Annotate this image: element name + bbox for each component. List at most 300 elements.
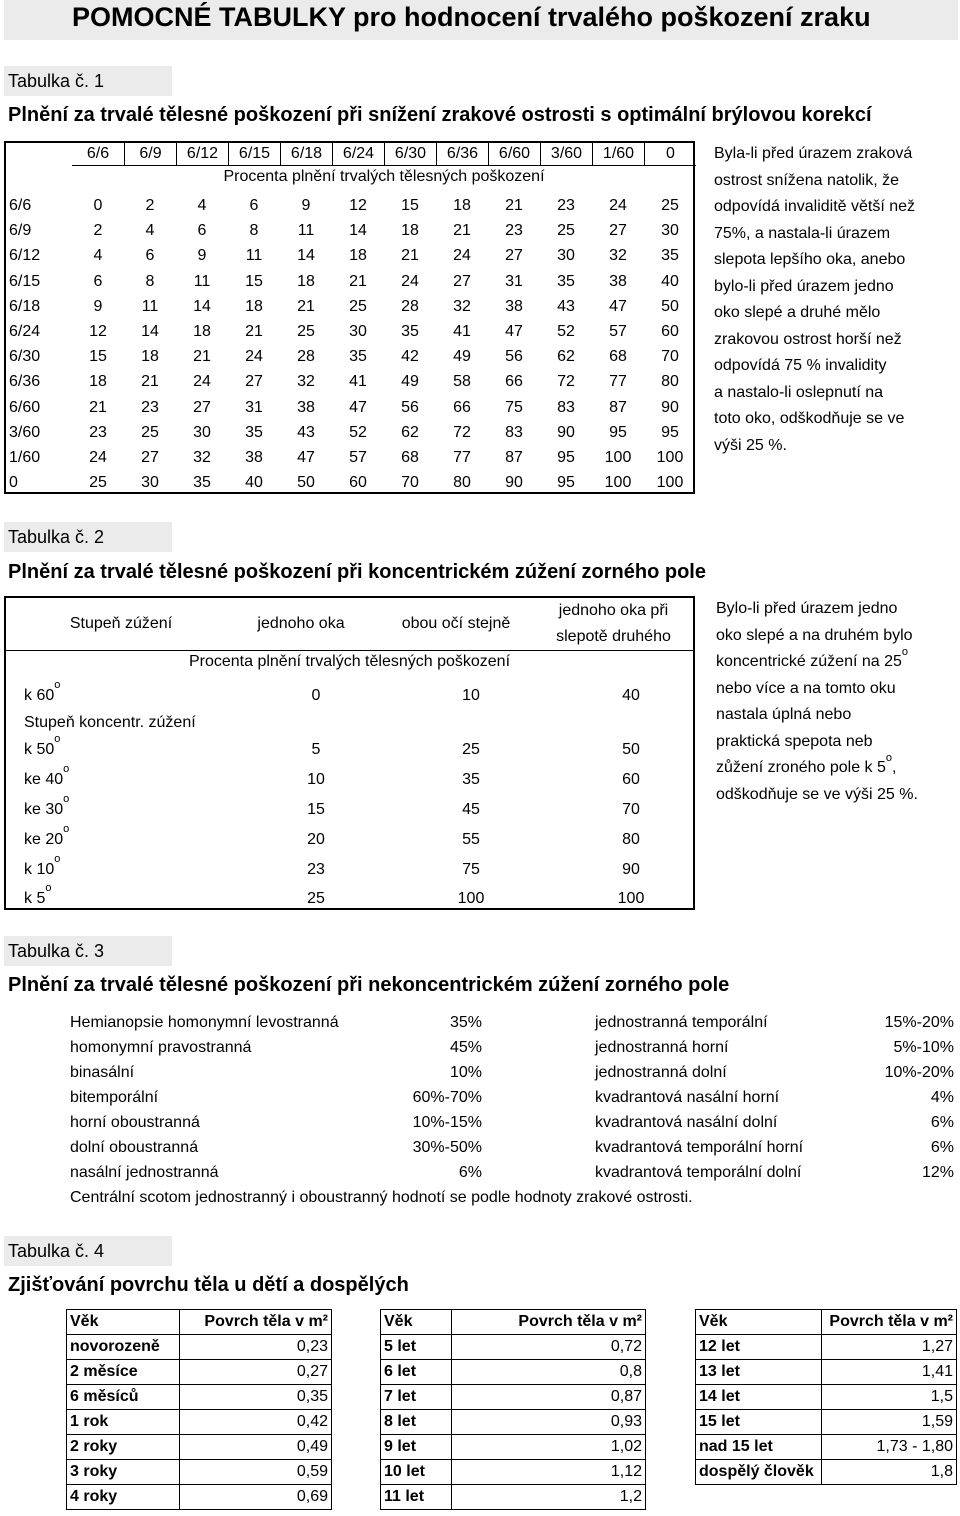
table-row xyxy=(6,793,693,823)
table1-cell: 90 xyxy=(557,423,575,441)
table1-cell: 95 xyxy=(609,423,627,441)
table1-column-header: 6/36 xyxy=(436,143,488,165)
table1-cell: 24 xyxy=(453,247,471,265)
table1-cell: 6 xyxy=(93,272,103,290)
table1-cell: 25 xyxy=(89,474,107,492)
table2-cell: 35 xyxy=(462,771,480,788)
table4-surface: 0,72 xyxy=(452,1335,646,1360)
table-row xyxy=(381,1360,646,1385)
table1-cell: 77 xyxy=(453,449,471,466)
table3-right-value: 5%-10% xyxy=(893,1039,954,1056)
table4-surface: 0,42 xyxy=(179,1410,331,1435)
table-row xyxy=(67,1485,332,1510)
table1-cell: 14 xyxy=(297,247,315,265)
table1-cell: 32 xyxy=(609,247,627,265)
table-row xyxy=(696,1335,957,1360)
table4-surface: 0,69 xyxy=(179,1485,331,1510)
table1-cell: 77 xyxy=(609,373,627,391)
table1-cell: 95 xyxy=(557,474,575,492)
table1-cell: 11 xyxy=(297,222,315,240)
page-title: POMOCNÉ TABULKY pro hodnocení trvalého poškození zraku xyxy=(72,2,871,32)
table3-right-name: kvadrantová nasální horní xyxy=(595,1089,780,1106)
table1-cell: 25 xyxy=(557,222,575,240)
table1-cell: 21 xyxy=(297,297,315,315)
table4-group xyxy=(66,1309,332,1510)
table1-subheader: Procenta plnění trvalých tělesných poškození xyxy=(72,165,696,187)
table2-header-stupen: Stupeň zúžení xyxy=(69,615,173,632)
table4-age: 8 let xyxy=(381,1410,452,1435)
table-row xyxy=(381,1410,646,1435)
table1-column-header: 6/15 xyxy=(228,143,280,165)
table4-surface: 0,49 xyxy=(179,1435,331,1460)
table1-cell: 21 xyxy=(193,348,211,366)
table1-heading: Plnění za trvalé tělesné poškození při snížení zrakové ostrosti s optimální brýlovou korekcí xyxy=(8,104,872,126)
table1-cell: 25 xyxy=(661,197,679,214)
table1-cell: 35 xyxy=(193,474,211,492)
table3 xyxy=(0,1010,960,1215)
table-row xyxy=(6,853,693,883)
table1-cell: 15 xyxy=(245,272,263,290)
degree-mark: o xyxy=(54,679,61,691)
table2-header-obou-oci: obou očí stejně xyxy=(401,615,511,632)
table1-cell: 47 xyxy=(297,449,315,466)
table1-column-header: 1/60 xyxy=(592,143,644,165)
table1-row-label: 6/6 xyxy=(9,197,32,214)
table1-cell: 24 xyxy=(193,373,211,391)
table1-cell: 14 xyxy=(349,222,367,240)
table1-column-header: 6/6 xyxy=(86,145,110,162)
table3-right-name: kvadrantová nasální dolní xyxy=(595,1114,778,1131)
table2-cell: 70 xyxy=(622,801,640,818)
table1-cell: 60 xyxy=(661,323,679,340)
table4-surface: 0,8 xyxy=(452,1360,646,1385)
table1-row-label: 6/9 xyxy=(9,222,32,240)
table3-right-name: kvadrantová temporální dolní xyxy=(595,1164,802,1181)
table1-cell: 43 xyxy=(297,423,315,441)
table1-cell: 2 xyxy=(93,222,103,240)
table-row xyxy=(6,294,696,319)
table1-cell: 30 xyxy=(141,474,159,492)
table1-cell: 32 xyxy=(193,449,211,466)
table1-row-label: 6/36 xyxy=(9,373,41,391)
table-row xyxy=(6,733,693,763)
table1-cell: 100 xyxy=(604,474,632,492)
table1-cell: 68 xyxy=(401,449,419,466)
table2-row-label: k 60$^o$ xyxy=(24,679,61,704)
table3-right-name: jednostranná temporální xyxy=(595,1014,768,1031)
table1-cell: 50 xyxy=(297,474,315,492)
table1-cell: 24 xyxy=(401,272,419,290)
table1-cell: 72 xyxy=(453,423,471,441)
table4-age: dospělý člověk xyxy=(696,1460,822,1485)
table1-cell: 70 xyxy=(401,474,419,492)
table1-cell: 23 xyxy=(557,197,575,214)
table1-cell: 23 xyxy=(141,398,159,416)
table1-cell: 42 xyxy=(401,348,419,366)
table1-cell: 27 xyxy=(141,449,159,466)
table1-cell: 68 xyxy=(609,348,627,366)
table1-column-header: 6/12 xyxy=(176,143,228,165)
degree-mark: o xyxy=(63,823,70,835)
table-row xyxy=(381,1385,646,1410)
table4-surface: 0,23 xyxy=(179,1335,331,1360)
table1-cell: 21 xyxy=(141,373,159,391)
table2-cell: 25 xyxy=(307,890,325,907)
table1-cell: 35 xyxy=(245,423,263,441)
table4-col-age: Věk xyxy=(696,1310,822,1335)
table2-header-slepote: jednoho oka při slepotě druhého xyxy=(556,602,671,645)
table4-age: 3 roky xyxy=(67,1460,180,1485)
table2-note-line: koncentrické zúžení na 25$^o$ xyxy=(716,646,909,670)
table2-row-label: k 5$^o$ xyxy=(24,882,52,907)
table2-row-label: k 10$^o$ xyxy=(24,853,61,878)
table1-cell: 21 xyxy=(245,323,263,340)
table2-note xyxy=(716,596,960,808)
table2-cell: 5 xyxy=(311,741,321,758)
table1-cell: 6 xyxy=(197,222,207,240)
table3-left-value: 10% xyxy=(449,1064,482,1081)
table2-cell: 15 xyxy=(307,801,325,818)
table1-cell: 0 xyxy=(93,197,103,214)
table1-row-label: 6/18 xyxy=(9,297,41,315)
table-row xyxy=(67,1385,332,1410)
table4-age: 14 let xyxy=(696,1385,822,1410)
table4-heading: Zjišťování povrchu těla u dětí a dospělých xyxy=(8,1274,409,1296)
table1-cell: 87 xyxy=(505,449,523,466)
table1-cell: 23 xyxy=(89,423,107,441)
table3-right-value: 4% xyxy=(930,1089,954,1106)
table2-note-line: odškodňuje se ve výši 25 %. xyxy=(716,785,918,803)
table3-heading: Plnění za trvalé tělesné poškození při nekoncentrickém zúžení zorného pole xyxy=(8,974,730,996)
table4-group xyxy=(380,1309,646,1510)
degree-mark: o xyxy=(54,733,61,745)
table4-surface: 1,8 xyxy=(821,1460,956,1485)
table1-cell: 56 xyxy=(401,398,419,416)
table-row xyxy=(6,369,696,394)
table-row xyxy=(6,243,696,268)
table2-cell: 23 xyxy=(307,861,325,878)
table1-cell: 72 xyxy=(557,373,575,391)
table4-header-row xyxy=(381,1310,646,1335)
table4-surface: 1,73 - 1,80 xyxy=(821,1435,956,1460)
table3-left-name: Hemianopsie homonymní levostranná xyxy=(70,1014,339,1031)
table2-row-label: Stupeň koncentr. zúžení xyxy=(24,714,196,731)
table3-right-name: jednostranná horní xyxy=(595,1039,729,1056)
table-row xyxy=(6,344,696,369)
table1-row-label: 0 xyxy=(9,474,18,492)
table3-left-name: nasální jednostranná xyxy=(70,1164,219,1181)
table1-cell: 43 xyxy=(557,297,575,315)
table3-left-value: 30%-50% xyxy=(412,1139,482,1156)
table3-left-value: 10%-15% xyxy=(412,1114,482,1131)
table1-cell: 49 xyxy=(401,373,419,391)
table2-cell: 55 xyxy=(462,831,480,848)
table1 xyxy=(4,141,695,494)
table1-column-header: 3/60 xyxy=(540,143,592,165)
table2-cell: 40 xyxy=(622,687,640,704)
table2-cell: 10 xyxy=(307,771,325,788)
table1-cell: 24 xyxy=(89,449,107,466)
table1-cell: 8 xyxy=(249,222,259,240)
table1-cell: 18 xyxy=(193,323,211,340)
table-row xyxy=(6,709,693,736)
table2-cell: 20 xyxy=(307,831,325,848)
table1-cell: 4 xyxy=(93,247,103,265)
table1-cell: 27 xyxy=(453,272,471,290)
table1-cell: 40 xyxy=(661,272,679,290)
table3-left-name: binasální xyxy=(70,1064,135,1081)
table1-row-label: 6/30 xyxy=(9,348,41,366)
table-row xyxy=(67,1360,332,1385)
table-row xyxy=(381,1485,646,1510)
table4-age: 10 let xyxy=(381,1460,452,1485)
table1-cell: 24 xyxy=(609,197,627,214)
table-row xyxy=(6,823,693,853)
table4-group xyxy=(695,1309,957,1485)
table1-cell: 95 xyxy=(661,423,679,441)
table1-cell: 60 xyxy=(349,474,367,492)
table1-cell: 32 xyxy=(297,373,315,391)
table1-cell: 38 xyxy=(245,449,263,466)
table1-cell: 30 xyxy=(557,247,575,265)
table4-surface: 1,02 xyxy=(452,1435,646,1460)
table3-right-name: kvadrantová temporální horní xyxy=(595,1139,804,1156)
table1-cell: 18 xyxy=(89,373,107,391)
table1-cell: 27 xyxy=(505,247,523,265)
table2-cell: 100 xyxy=(457,890,485,907)
table3-right-value: 15%-20% xyxy=(884,1014,954,1031)
table3-left-name: horní oboustranná xyxy=(70,1114,200,1131)
table3-right-value: 10%-20% xyxy=(884,1064,954,1081)
table1-cell: 21 xyxy=(505,197,523,214)
table1-cell: 52 xyxy=(557,323,575,340)
table1-cell: 75 xyxy=(505,398,523,416)
table2-note-line: praktická spepota neb xyxy=(716,732,873,750)
table2-cell: 45 xyxy=(462,801,480,818)
table3-right-value: 6% xyxy=(930,1114,954,1131)
degree-mark: o xyxy=(63,763,70,775)
table-row xyxy=(67,1460,332,1485)
table1-cell: 40 xyxy=(245,474,263,492)
table4-col-age: Věk xyxy=(381,1310,452,1335)
table2-cell: 100 xyxy=(617,890,645,907)
table1-cell: 27 xyxy=(245,373,263,391)
table1-cell: 90 xyxy=(661,398,679,416)
table1-cell: 100 xyxy=(656,474,684,492)
table1-cell: 6 xyxy=(249,197,259,214)
table1-cell: 9 xyxy=(301,197,311,214)
table1-cell: 18 xyxy=(297,272,315,290)
table1-cell: 21 xyxy=(349,272,367,290)
table1-cell: 35 xyxy=(401,323,419,340)
table4-age: 4 roky xyxy=(67,1485,180,1510)
table4-surface: 1,27 xyxy=(821,1335,956,1360)
table1-cell: 87 xyxy=(609,398,627,416)
table1-column-header: 6/24 xyxy=(332,143,384,165)
table1-cell: 38 xyxy=(505,297,523,315)
table1-cell: 18 xyxy=(453,197,471,214)
table2-row-label: ke 40$^o$ xyxy=(24,763,70,788)
table1-cell: 95 xyxy=(557,449,575,466)
table4-age: 1 rok xyxy=(67,1410,180,1435)
table4-age: novorozeně xyxy=(67,1335,180,1360)
table4-age: 15 let xyxy=(696,1410,822,1435)
table1-cell: 62 xyxy=(557,348,575,366)
table1-cell: 83 xyxy=(557,398,575,416)
table3-left-value: 60%-70% xyxy=(412,1089,482,1106)
table4-surface: 0,93 xyxy=(452,1410,646,1435)
table3-left-value: 35% xyxy=(449,1014,482,1031)
table1-cell: 12 xyxy=(349,197,367,214)
table2-note-line: oko slepé a na druhém bylo xyxy=(716,626,913,644)
table1-cell: 12 xyxy=(89,323,107,340)
table2-subheader: Procenta plnění trvalých tělesných poškození xyxy=(6,650,693,672)
table4-surface: 1,12 xyxy=(452,1460,646,1485)
table1-cell: 11 xyxy=(141,297,159,315)
table4-surface: 0,27 xyxy=(179,1360,331,1385)
table4-surface: 0,59 xyxy=(179,1460,331,1485)
table1-cell: 21 xyxy=(401,247,419,265)
table1-cell: 38 xyxy=(297,398,315,416)
table1-cell: 57 xyxy=(349,449,367,466)
table1-cell: 15 xyxy=(401,197,419,214)
table1-cell: 47 xyxy=(505,323,523,340)
table4-age: 7 let xyxy=(381,1385,452,1410)
table4-header-row xyxy=(67,1310,332,1335)
table-row xyxy=(381,1460,646,1485)
table-row xyxy=(696,1385,957,1410)
table4-col-age: Věk xyxy=(67,1310,180,1335)
table1-cell: 66 xyxy=(453,398,471,416)
table2-cell: 10 xyxy=(462,687,480,704)
table1-cell: 35 xyxy=(349,348,367,366)
table-row xyxy=(6,679,693,709)
table1-cell: 30 xyxy=(349,323,367,340)
table1-cell: 66 xyxy=(505,373,523,391)
table1-cell: 52 xyxy=(349,423,367,441)
table1-cell: 56 xyxy=(505,348,523,366)
table4-col-surface: Povrch těla v m² xyxy=(452,1310,646,1335)
table1-column-header: 0 xyxy=(644,143,696,165)
table1-cell: 11 xyxy=(193,272,211,290)
table2-cell: 80 xyxy=(622,831,640,848)
table1-row-label: 3/60 xyxy=(9,423,41,441)
table1-cell: 49 xyxy=(453,348,471,366)
table4-surface: 1,59 xyxy=(821,1410,956,1435)
table1-cell: 25 xyxy=(297,323,315,340)
table3-right-value: 12% xyxy=(921,1164,954,1181)
table2-note-line: nebo více a na tomto oku xyxy=(716,679,896,697)
table2-note-line: nastala úplná nebo xyxy=(716,706,852,723)
table-row xyxy=(67,1410,332,1435)
table1-cell: 25 xyxy=(349,297,367,315)
table1-cell: 38 xyxy=(609,272,627,290)
table-row xyxy=(6,218,696,243)
table1-row-label: 6/12 xyxy=(9,247,41,265)
table-row xyxy=(696,1435,957,1460)
table4-surface: 0,87 xyxy=(452,1385,646,1410)
table3-footer: Centrální scotom jednostranný i oboustranný hodnotí se podle hodnoty zrakové ostrosti. xyxy=(70,1189,693,1206)
table-row xyxy=(696,1460,957,1485)
table1-cell: 21 xyxy=(453,222,471,240)
table3-right-name: jednostranná dolní xyxy=(595,1064,727,1081)
table1-cell: 4 xyxy=(145,222,155,240)
table2-cell: 25 xyxy=(462,741,480,758)
table2-row-label: ke 20$^o$ xyxy=(24,823,70,848)
table4-age: 5 let xyxy=(381,1335,452,1360)
page-title-bar xyxy=(4,0,958,40)
table4-col-surface: Povrch těla v m² xyxy=(179,1310,331,1335)
table-row xyxy=(67,1335,332,1360)
table4-age: 11 let xyxy=(381,1485,452,1510)
table1-cell: 47 xyxy=(349,398,367,416)
table1-cell: 83 xyxy=(505,423,523,441)
table4-age: 13 let xyxy=(696,1360,822,1385)
table1-cell: 57 xyxy=(609,323,627,340)
table1-row-label: 1/60 xyxy=(9,449,41,466)
table1-column-header: 6/18 xyxy=(280,143,332,165)
table-row xyxy=(6,445,696,470)
table2-cell: 90 xyxy=(622,861,640,878)
table1-cell: 18 xyxy=(245,297,263,315)
table1-cell: 8 xyxy=(145,272,155,290)
table1-label: Tabulka č. 1 xyxy=(4,66,172,96)
table1-cell: 27 xyxy=(193,398,211,416)
table-row xyxy=(6,319,696,344)
table1-cell: 41 xyxy=(349,373,367,391)
table1-cell: 58 xyxy=(453,373,471,391)
table2-label: Tabulka č. 2 xyxy=(4,522,172,552)
table4-label: Tabulka č. 4 xyxy=(4,1236,172,1266)
table4-age: 2 roky xyxy=(67,1435,180,1460)
table3-right-value: 6% xyxy=(930,1139,954,1156)
table1-cell: 100 xyxy=(604,449,632,466)
table4-col-surface: Povrch těla v m² xyxy=(821,1310,956,1335)
table-row xyxy=(6,763,693,793)
table-row xyxy=(696,1410,957,1435)
table-row xyxy=(381,1435,646,1460)
table4-surface: 1,2 xyxy=(452,1485,646,1510)
table4-age: 9 let xyxy=(381,1435,452,1460)
table4-surface: 1,5 xyxy=(821,1385,956,1410)
table2-cell: 0 xyxy=(311,687,321,704)
table4-age: 6 let xyxy=(381,1360,452,1385)
table-row xyxy=(381,1335,646,1360)
table1-cell: 70 xyxy=(661,348,679,366)
table1-cell: 31 xyxy=(505,272,523,290)
table1-cell: 18 xyxy=(401,222,419,240)
table1-cell: 30 xyxy=(661,222,679,240)
table2-cell: 75 xyxy=(462,861,480,878)
table1-cell: 32 xyxy=(453,297,471,315)
table-row xyxy=(6,193,696,218)
table1-row-label: 6/60 xyxy=(9,398,41,416)
degree-mark: o xyxy=(54,853,61,865)
table1-cell: 27 xyxy=(609,222,627,240)
table2-heading: Plnění za trvalé tělesné poškození při koncentrickém zúžení zorného pole xyxy=(8,561,706,583)
table2-cell: 50 xyxy=(622,741,640,758)
table-row xyxy=(6,420,696,445)
table1-cell: 62 xyxy=(401,423,419,441)
table1-cell: 41 xyxy=(453,323,471,340)
table1-cell: 28 xyxy=(297,348,315,366)
table1-note: Byla-li před úrazem zraková ostrost snížena natolik, že odpovídá invaliditě větší než 75%, a nastala-li úrazem slepota lepšího oka, anebo bylo-li před úrazem jedno oko slepé a druhé mělo zrakovou ostrost horší než odpovídá 75 % invalidity a nastalo-li oslepnutí na toto oko, odškodňuje se ve výši 25 %. xyxy=(714,145,916,454)
table1-cell: 80 xyxy=(453,474,471,492)
table4-age: 2 měsíce xyxy=(67,1360,180,1385)
table1-cell: 28 xyxy=(401,297,419,315)
table4-age: 12 let xyxy=(696,1335,822,1360)
table1-header-row xyxy=(72,143,696,165)
